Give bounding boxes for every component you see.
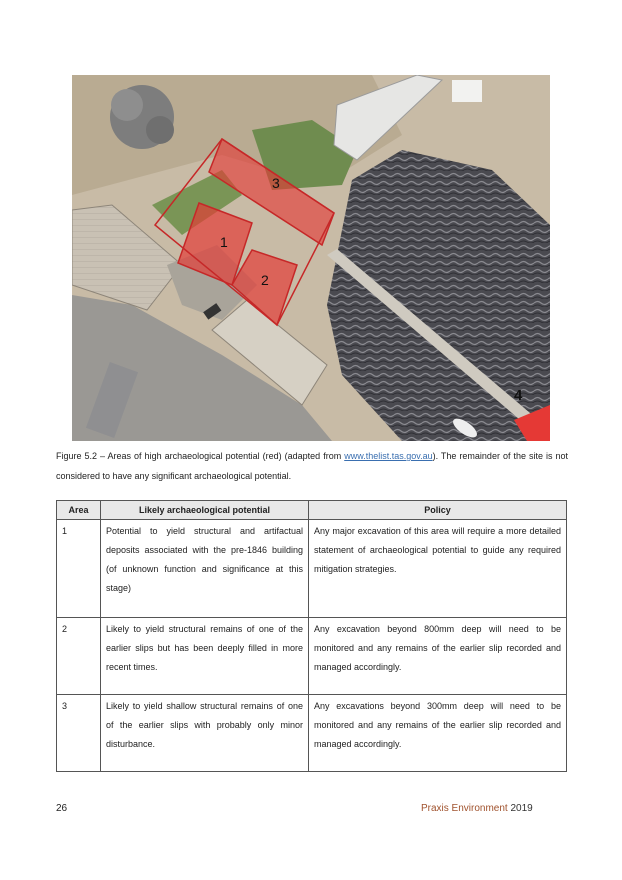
cell-policy: Any excavation beyond 800mm deep will need to be monitored and any remains of the earlier slip recorded and managed accordingly. bbox=[309, 618, 567, 695]
caption-text-end: ). The remainder of the site is not considered to have any significant archaeological potential. bbox=[56, 451, 568, 481]
area-label-4: 4 bbox=[514, 387, 523, 404]
cell-area: 1 bbox=[57, 520, 101, 618]
table-header-row bbox=[57, 501, 567, 520]
footer-brand bbox=[421, 803, 533, 814]
figure-caption bbox=[56, 446, 568, 486]
table-row bbox=[57, 695, 567, 772]
cell-policy: Any excavations beyond 300mm deep will need to be monitored and any remains of the earlier slip recorded and managed accordingly. bbox=[309, 695, 567, 772]
white-house bbox=[452, 80, 482, 102]
cell-area: 3 bbox=[57, 695, 101, 772]
cell-potential: Likely to yield structural remains of one of the earlier slips but has been deeply filled in more recent times. bbox=[101, 618, 309, 695]
area-label-3: 3 bbox=[272, 175, 280, 191]
table-row bbox=[57, 520, 567, 618]
tree-canopy-shadow bbox=[146, 116, 174, 144]
thelist-link[interactable]: www.thelist.tas.gov.au bbox=[344, 451, 433, 461]
header-area: Area bbox=[57, 501, 101, 520]
page-number: 26 bbox=[56, 803, 68, 814]
archaeological-potential-table bbox=[56, 500, 567, 772]
header-potential: Likely archaeological potential bbox=[101, 501, 309, 520]
brand-name: Praxis Environment bbox=[421, 803, 508, 814]
tree-canopy-highlight bbox=[111, 89, 143, 121]
area-label-2: 2 bbox=[261, 272, 269, 288]
table-row bbox=[57, 618, 567, 695]
brand-year: 2019 bbox=[510, 803, 533, 814]
cell-potential: Potential to yield structural and artifactual deposits associated with the pre-1846 building (of unknown function and significance at this stage) bbox=[101, 520, 309, 618]
header-policy: Policy bbox=[309, 501, 567, 520]
area-label-1: 1 bbox=[220, 234, 228, 250]
cell-area: 2 bbox=[57, 618, 101, 695]
caption-text-start: Figure 5.2 – Areas of high archaeological potential (red) (adapted from bbox=[56, 451, 345, 461]
cell-potential: Likely to yield shallow structural remains of one of the earlier slips with probably only minor disturbance. bbox=[101, 695, 309, 772]
aerial-site-map bbox=[72, 75, 550, 441]
cell-policy: Any major excavation of this area will require a more detailed statement of archaeological potential to guide any required mitigation strategies. bbox=[309, 520, 567, 618]
